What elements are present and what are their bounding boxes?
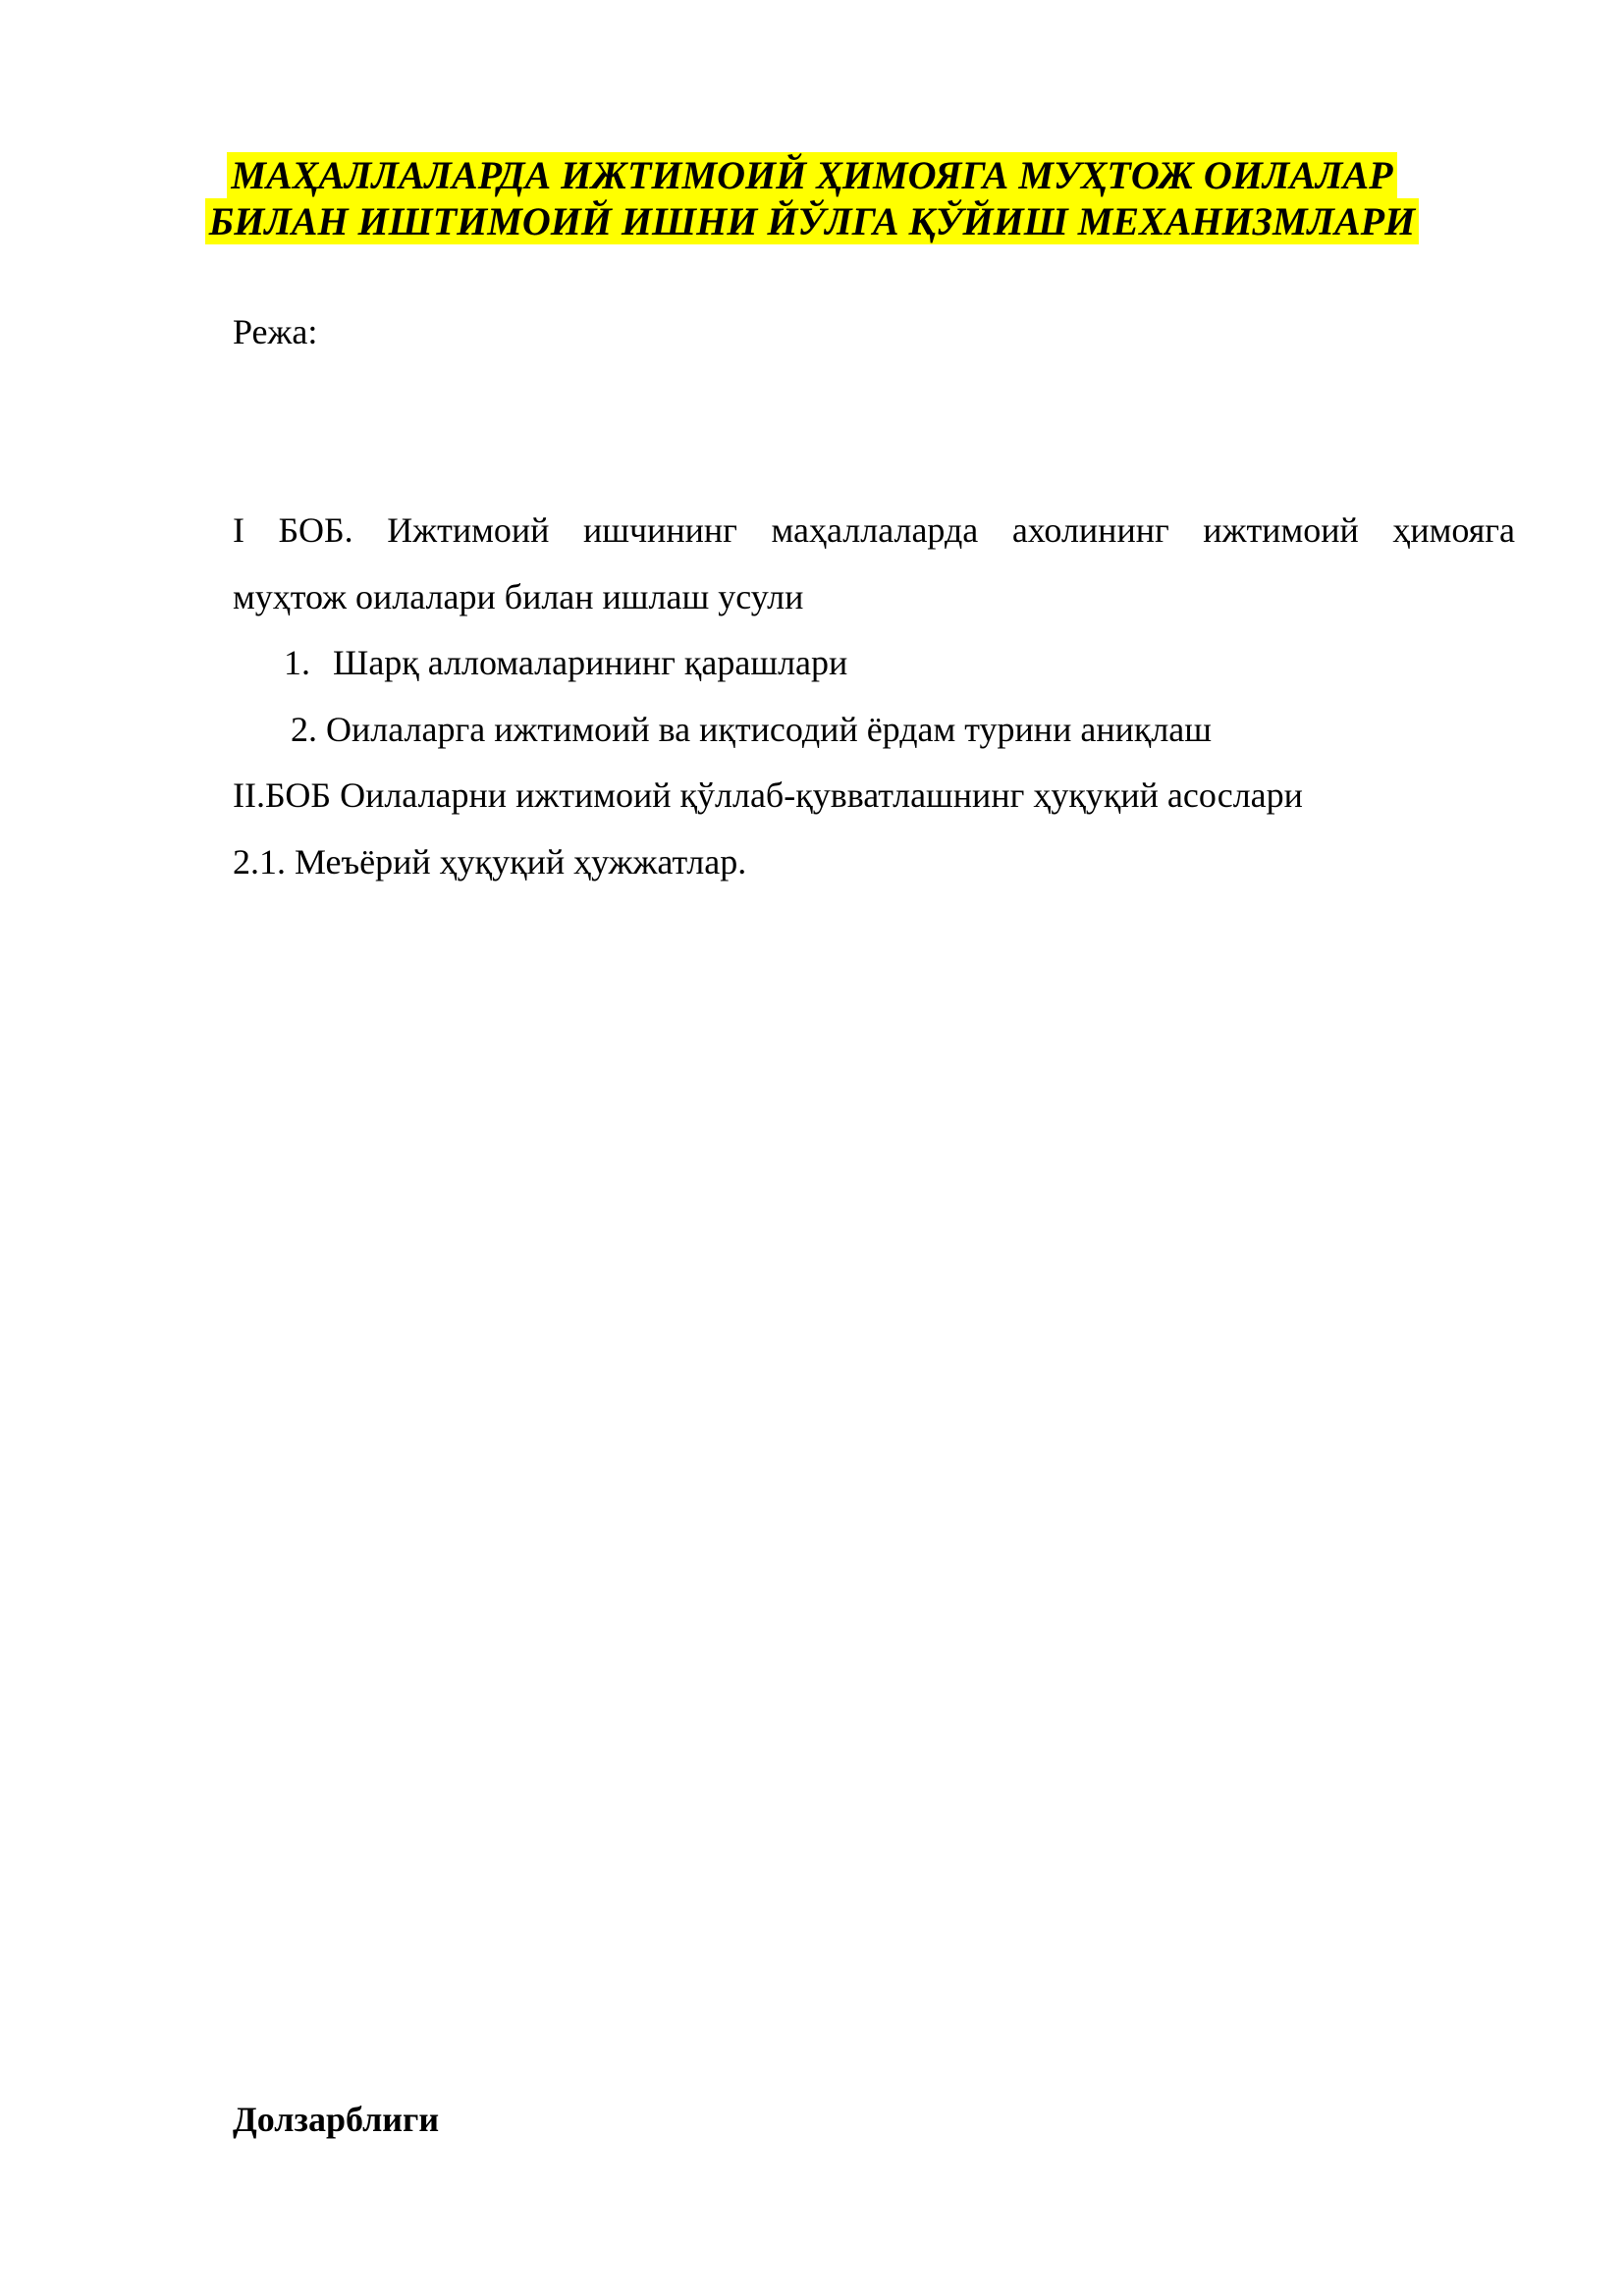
section-heading: Долзарблиги — [233, 2100, 440, 2139]
list-item-text: Оилаларга ижтимоий ва иқтисодий ёрдам турини аниқлаш — [326, 710, 1213, 749]
list-item-number: 1. — [284, 643, 310, 682]
chapter-1-title-line-1: I БОБ. Ижтимоий ишчининг маҳаллаларда ахолининг ижтимоий ҳимояга — [233, 510, 1515, 550]
title-line-2: БИЛАН ИШТИМОИЙ ИШНИ ЙЎЛГА ҚЎЙИШ МЕХАНИЗМЛАРИ — [205, 198, 1419, 244]
list-item-number: 2. — [291, 710, 317, 749]
document-title — [0, 152, 1624, 244]
list-item-text: Шарқ алломаларининг қарашлари — [333, 643, 848, 682]
title-line-1: МАҲАЛЛАЛАРДА ИЖТИМОИЙ ҲИМОЯГА МУҲТОЖ ОИЛАЛАР — [227, 152, 1396, 198]
list-item — [291, 708, 1212, 751]
plan-label: Режа: — [233, 312, 318, 351]
section-2-1: 2.1. Меъёрий ҳуқуқий ҳужжатлар. — [233, 842, 747, 881]
list-item — [284, 641, 847, 684]
chapter-1-title-line-2: муҳтож оилалари билан ишлаш усули — [233, 577, 804, 616]
chapter-2-title: II.БОБ Оилаларни ижтимоий қўллаб-қувватлашнинг ҳуқуқий асослари — [233, 775, 1303, 815]
